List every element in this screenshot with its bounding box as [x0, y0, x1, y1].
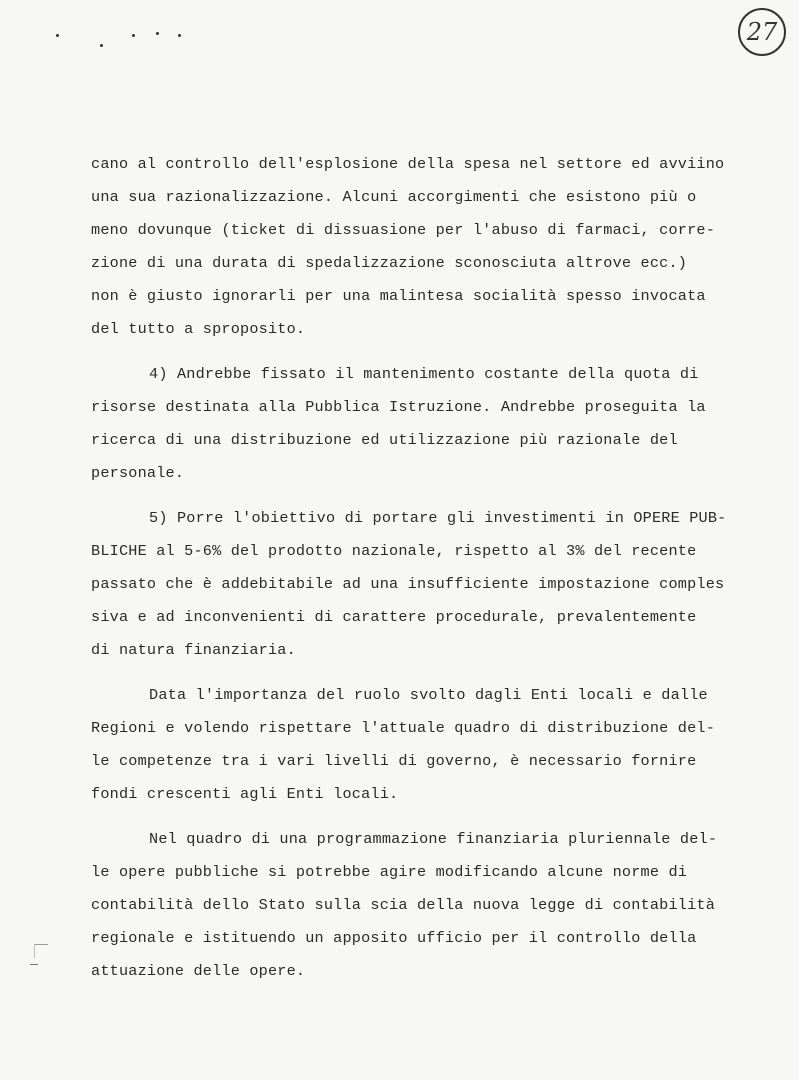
text-line: personale. [91, 464, 185, 482]
text-line: passato che è addebitabile ad una insufficiente impostazione comples [91, 575, 725, 593]
dot [156, 32, 159, 35]
corner-mark [34, 944, 35, 958]
text-line: Nel quadro di una programmazione finanziaria pluriennale del- [149, 830, 718, 848]
text-line: meno dovunque (ticket di dissuasione per l'abuso di farmaci, corre- [91, 221, 716, 239]
corner-dash [30, 964, 38, 965]
text-line: non è giusto ignorarli per una malintesa socialità spesso invocata [91, 287, 706, 305]
corner-mark [34, 944, 48, 945]
text-line: 4) Andrebbe fissato il mantenimento costante della quota di [149, 365, 699, 383]
text-line: Regioni e volendo rispettare l'attuale quadro di distribuzione del- [91, 719, 716, 737]
paragraph-gap [91, 811, 771, 823]
text-line: siva e ad inconvenienti di carattere procedurale, prevalentemente [91, 608, 697, 626]
text-line: fondi crescenti agli Enti locali. [91, 785, 399, 803]
dot [100, 44, 103, 47]
body-text [91, 148, 771, 988]
page-number: 27 [738, 8, 786, 56]
text-line: risorse destinata alla Pubblica Istruzione. Andrebbe proseguita la [91, 398, 706, 416]
paragraph [91, 502, 771, 667]
text-line: di natura finanziaria. [91, 641, 296, 659]
text-line: una sua razionalizzazione. Alcuni accorgimenti che esistono più o [91, 188, 697, 206]
text-line: BLICHE al 5-6% del prodotto nazionale, rispetto al 3% del recente [91, 542, 697, 560]
text-line: del tutto a sproposito. [91, 320, 306, 338]
paragraph-gap [91, 490, 771, 502]
paragraph [91, 679, 771, 811]
paragraph-gap [91, 346, 771, 358]
paragraph [91, 823, 771, 988]
dot [56, 34, 59, 37]
paragraph [91, 358, 771, 490]
text-line: 5) Porre l'obiettivo di portare gli investimenti in OPERE PUB- [149, 509, 727, 527]
dot [178, 34, 181, 37]
paragraph-gap [91, 667, 771, 679]
text-line: zione di una durata di spedalizzazione sconosciuta altrove ecc.) [91, 254, 688, 272]
text-line: contabilità dello Stato sulla scia della nuova legge di contabilità [91, 896, 716, 914]
dot [132, 34, 135, 37]
text-line: le competenze tra i vari livelli di governo, è necessario fornire [91, 752, 697, 770]
text-line: attuazione delle opere. [91, 962, 306, 980]
text-line: Data l'importanza del ruolo svolto dagli Enti locali e dalle [149, 686, 708, 704]
text-line: regionale e istituendo un apposito ufficio per il controllo della [91, 929, 697, 947]
text-line: cano al controllo dell'esplosione della spesa nel settore ed avviino [91, 155, 725, 173]
paragraph [91, 148, 771, 346]
text-line: le opere pubbliche si potrebbe agire modificando alcune norme di [91, 863, 688, 881]
margin-dots [52, 26, 192, 56]
text-line: ricerca di una distribuzione ed utilizzazione più razionale del [91, 431, 678, 449]
